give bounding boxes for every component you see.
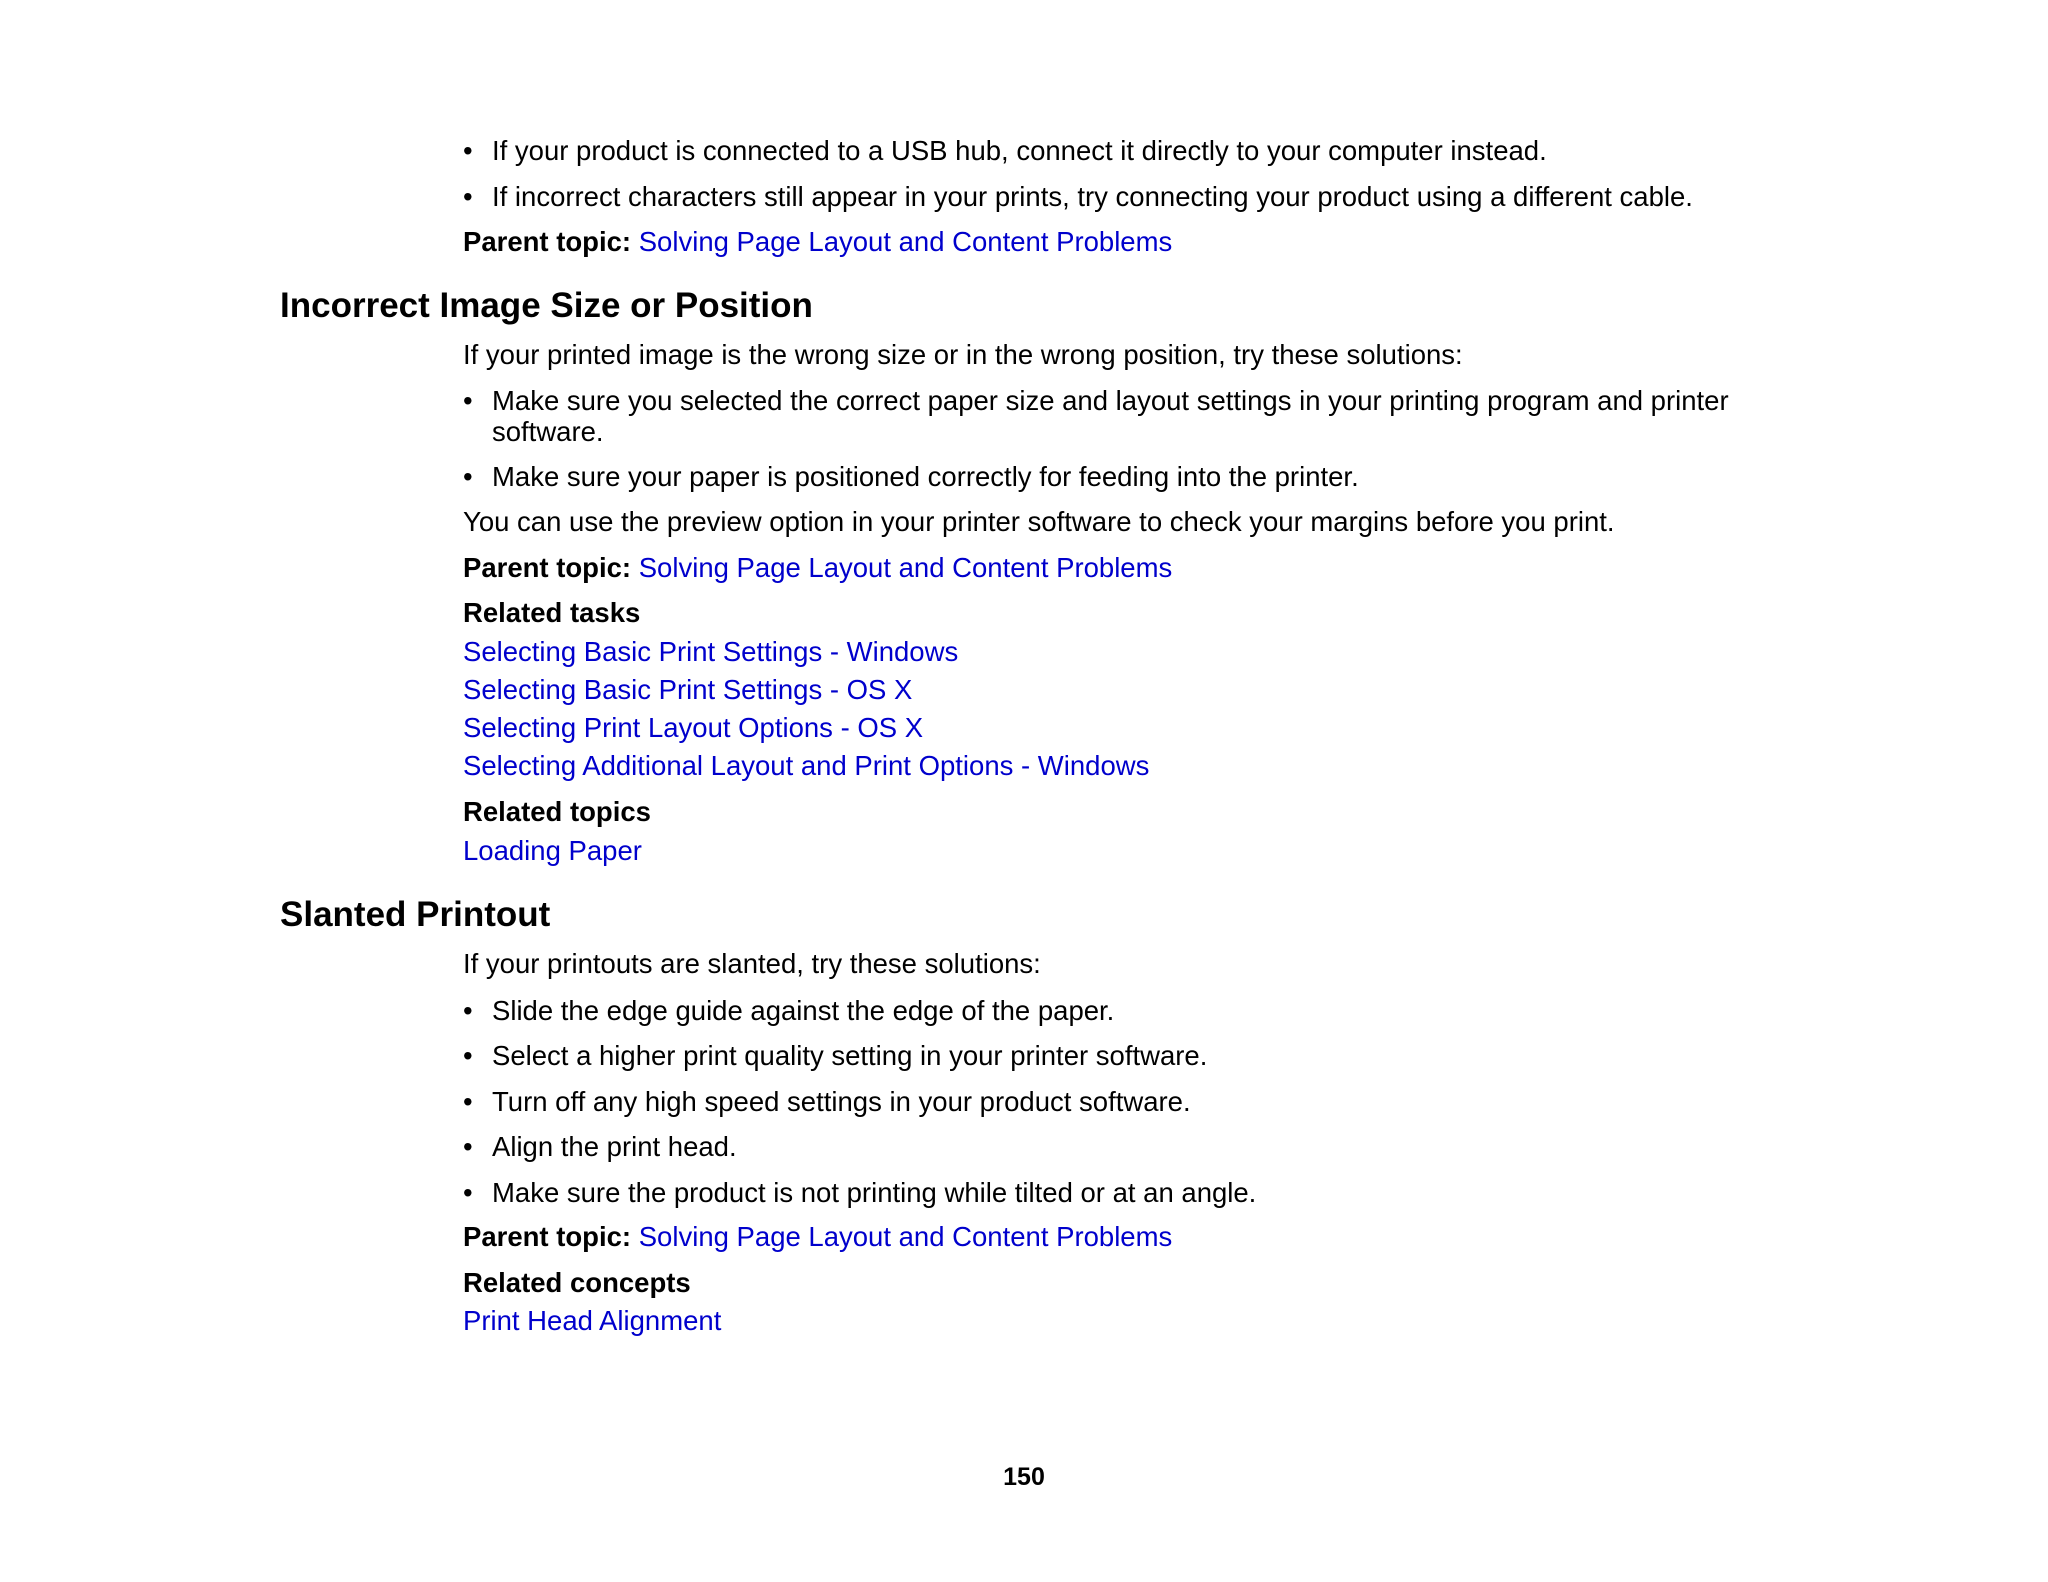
list-item-text: If your product is connected to a USB hub, connect it directly to your computer instead. bbox=[492, 135, 1547, 166]
parent-topic bbox=[463, 1221, 1172, 1253]
list-item-text: Make sure the product is not printing while tilted or at an angle. bbox=[492, 1177, 1257, 1208]
parent-topic bbox=[463, 226, 1172, 258]
parent-topic-link[interactable]: Solving Page Layout and Content Problems bbox=[638, 226, 1173, 257]
related-task-link[interactable]: Selecting Basic Print Settings - Windows bbox=[463, 636, 959, 667]
related-task-link[interactable]: Selecting Additional Layout and Print Options - Windows bbox=[463, 750, 1150, 781]
parent-topic-link[interactable]: Solving Page Layout and Content Problems bbox=[638, 552, 1173, 583]
list-item-text: Make sure your paper is positioned correctly for feeding into the printer. bbox=[492, 461, 1359, 492]
bullet-icon: • bbox=[463, 1040, 473, 1071]
page-number: 150 bbox=[1003, 1463, 1045, 1491]
related-topics-label: Related topics bbox=[463, 796, 651, 827]
section-heading: Slanted Printout bbox=[280, 895, 551, 934]
related-tasks-label: Related tasks bbox=[463, 597, 641, 628]
parent-topic-label: Parent topic: bbox=[463, 226, 632, 257]
list-item-text: Make sure you selected the correct paper size and layout settings in your printing program and printer software. bbox=[492, 385, 1729, 447]
related-task-link[interactable]: Selecting Basic Print Settings - OS X bbox=[463, 674, 913, 705]
section-heading: Incorrect Image Size or Position bbox=[280, 286, 813, 325]
bullet-icon: • bbox=[463, 135, 473, 166]
list-item bbox=[463, 385, 1783, 447]
list-item-text: Turn off any high speed settings in your product software. bbox=[492, 1086, 1191, 1117]
list-item bbox=[463, 1131, 1783, 1162]
list-item bbox=[463, 995, 1783, 1026]
list-item-text: Slide the edge guide against the edge of the paper. bbox=[492, 995, 1115, 1026]
section-intro: If your printed image is the wrong size or in the wrong position, try these solutions: bbox=[463, 339, 1463, 370]
related-concept-link[interactable]: Print Head Alignment bbox=[463, 1305, 722, 1336]
parent-topic-link[interactable]: Solving Page Layout and Content Problems bbox=[638, 1221, 1173, 1252]
list-item bbox=[463, 1040, 1783, 1071]
related-topic-link[interactable]: Loading Paper bbox=[463, 835, 642, 866]
section-note: You can use the preview option in your printer software to check your margins before you print. bbox=[463, 506, 1615, 537]
list-item bbox=[463, 1177, 1783, 1208]
bullet-icon: • bbox=[463, 1086, 473, 1117]
bullet-icon: • bbox=[463, 995, 473, 1026]
bullet-icon: • bbox=[463, 181, 473, 212]
parent-topic-label: Parent topic: bbox=[463, 552, 632, 583]
parent-topic bbox=[463, 552, 1172, 584]
section-intro: If your printouts are slanted, try these solutions: bbox=[463, 948, 1041, 979]
bullet-icon: • bbox=[463, 461, 473, 492]
bullet-icon: • bbox=[463, 1131, 473, 1162]
list-item-text: If incorrect characters still appear in your prints, try connecting your product using a different cable. bbox=[492, 181, 1693, 212]
list-item bbox=[463, 461, 1783, 492]
list-item bbox=[463, 135, 1783, 166]
parent-topic-label: Parent topic: bbox=[463, 1221, 632, 1252]
list-item bbox=[463, 1086, 1783, 1117]
list-item bbox=[463, 181, 1783, 212]
related-concepts-label: Related concepts bbox=[463, 1267, 691, 1298]
list-item-text: Align the print head. bbox=[492, 1131, 737, 1162]
related-task-link[interactable]: Selecting Print Layout Options - OS X bbox=[463, 712, 924, 743]
bullet-icon: • bbox=[463, 1177, 473, 1208]
bullet-icon: • bbox=[463, 385, 473, 416]
list-item-text: Select a higher print quality setting in your printer software. bbox=[492, 1040, 1208, 1071]
